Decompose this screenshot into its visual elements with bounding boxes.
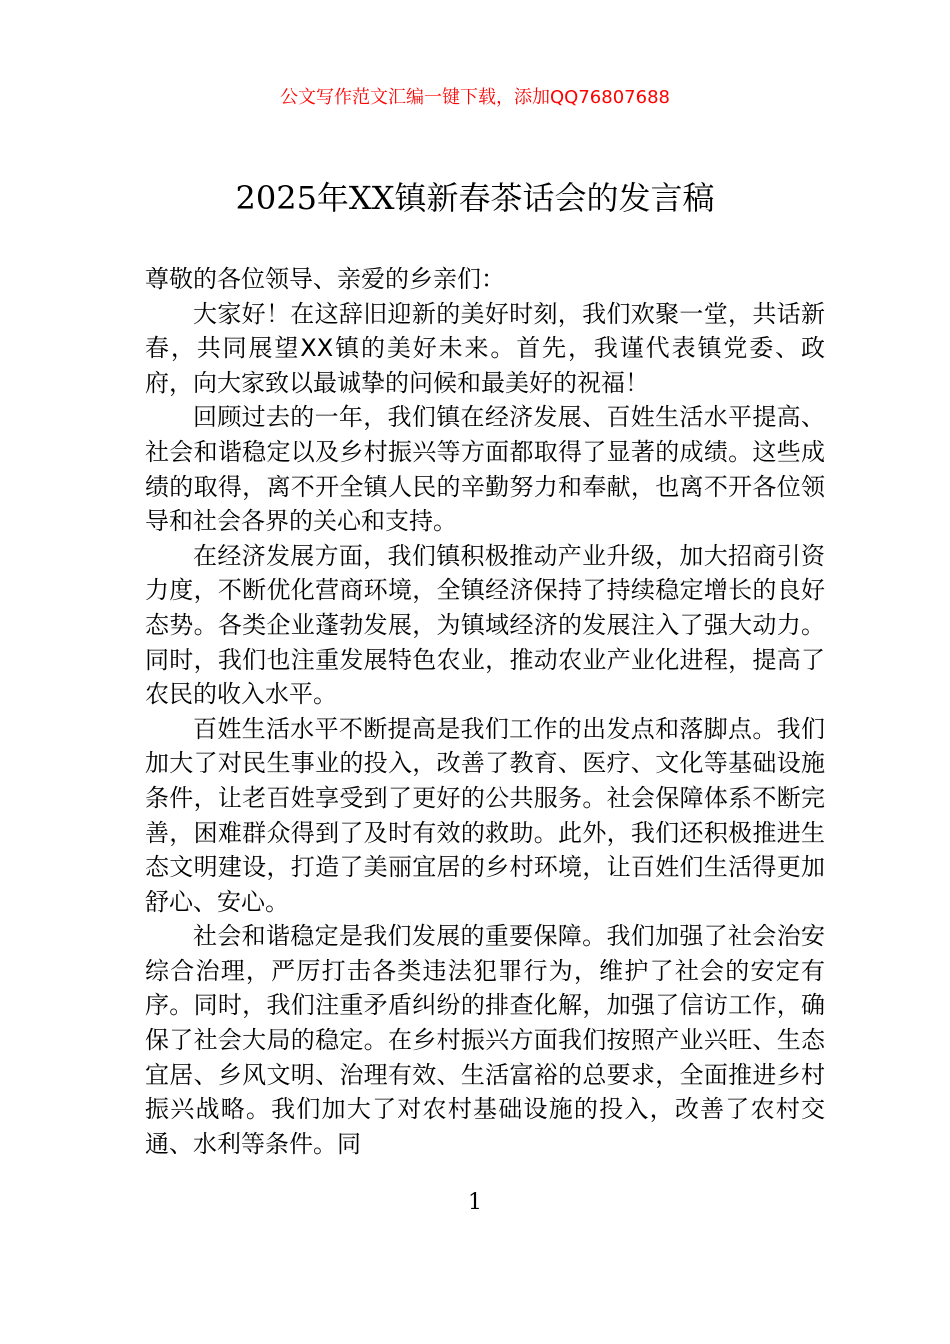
paragraph-livelihood: 百姓生活水平不断提高是我们工作的出发点和落脚点。我们加大了对民生事业的投入，改善了教育、医疗、文化等基础设施条件，让老百姓享受到了更好的公共服务。社会保障体系不断完善，困难群众得到了及时有效的救助。此外，我们还积极推进生态文明建设，打造了美丽宜居的乡村环境，让百姓们生活得更加舒心、安心。 (145, 714, 825, 916)
paragraph-stability: 社会和谐稳定是我们发展的重要保障。我们加强了社会治安综合治理，严厉打击各类违法犯罪行为，维护了社会的安定有序。同时，我们注重矛盾纠纷的排查化解，加强了信访工作，确保了社会大局的稳定。在乡村振兴方面我们按照产业兴旺、生态宜居、乡风文明、治理有效、生活富裕的总要求，全面推进乡村振兴战略。我们加大了对农村基础设施的投入，改善了农村交通、水利等条件。同 (145, 922, 825, 1158)
salutation: 尊敬的各位领导、亲爱的乡亲们： (145, 265, 505, 293)
paragraph-review: 回顾过去的一年，我们镇在经济发展、百姓生活水平提高、社会和谐稳定以及乡村振兴等方面都取得了显著的成绩。这些成绩的取得，离不开全镇人民的辛勤努力和奉献，也离不开各位领导和社会各界的关心和支持。 (145, 403, 825, 536)
paragraph-greeting: 大家好！在这辞旧迎新的美好时刻，我们欢聚一堂，共话新春，共同展望XX镇的美好未来。首先，我谨代表镇党委、政府，向大家致以最诚挚的问候和最美好的祝福！ (145, 299, 825, 397)
paragraph-economy: 在经济发展方面，我们镇积极推动产业升级，加大招商引资力度，不断优化营商环境，全镇经济保持了持续稳定增长的良好态势。各类企业蓬勃发展，为镇域经济的发展注入了强大动力。同时，我们也注重发展特色农业，推动农业产业化进程，提高了农民的收入水平。 (145, 541, 825, 709)
download-notice: 公文写作范文汇编一键下载，添加QQ76807688 (280, 87, 670, 108)
document-title: 2025年XX镇新春茶话会的发言稿 (235, 179, 715, 217)
document-body (145, 262, 825, 1161)
page-number: 1 (468, 1190, 482, 1215)
